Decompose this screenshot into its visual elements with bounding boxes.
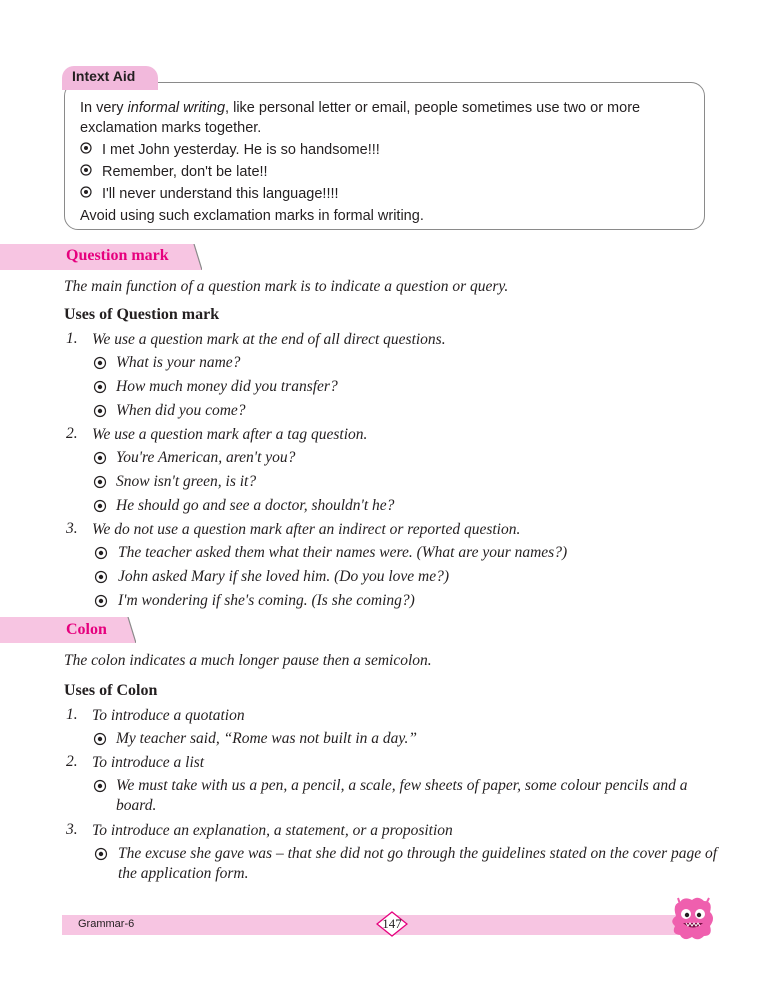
example-text: How much money did you transfer? (116, 378, 338, 395)
intext-aid-example: I'll never understand this language!!!! (80, 184, 339, 204)
target-bullet-icon (80, 162, 102, 182)
example-text: My teacher said, “Rome was not built in a day.” (116, 730, 417, 747)
example-text: The excuse she gave was – that she did not go through the guidelines stated on the cover page of the application form. (118, 845, 718, 882)
example-text: Snow isn't green, is it? (116, 473, 257, 490)
intext-aid-intro: In very informal writing, like personal letter or email, people sometimes use two or more (80, 100, 641, 116)
target-bullet-icon (80, 140, 102, 160)
target-bullet-icon (93, 380, 107, 394)
colon-header-band (0, 617, 126, 643)
target-bullet-icon (93, 499, 107, 513)
use-number: 1. (66, 706, 78, 723)
use-text: To introduce an explanation, a statement, or a proposition (92, 822, 453, 839)
example-text: What is your name? (116, 354, 241, 371)
intext-aid-example: I met John yesterday. He is so handsome!!! (80, 140, 380, 160)
example-text: John asked Mary if she loved him. (Do you love me?) (118, 568, 449, 585)
intext-aid-closing: Avoid using such exclamation marks in formal writing. (80, 208, 424, 224)
example-text: I'm wondering if she's coming. (Is she coming?) (118, 592, 415, 609)
target-bullet-icon (80, 184, 102, 204)
target-bullet-icon (94, 847, 108, 861)
colon-uses-heading: Uses of Colon (64, 682, 158, 699)
footer-book-title: Grammar-6 (78, 918, 135, 930)
use-text: We use a question mark at the end of all direct questions. (92, 331, 446, 348)
use-text: We use a question mark after a tag question. (92, 426, 368, 443)
target-bullet-icon (93, 779, 107, 793)
target-bullet-icon (94, 570, 108, 584)
target-bullet-icon (93, 451, 107, 465)
target-bullet-icon (93, 475, 107, 489)
target-bullet-icon (94, 546, 108, 560)
example-text: You're American, aren't you? (116, 449, 296, 466)
intext-aid-example: Remember, don't be late!! (80, 162, 268, 182)
target-bullet-icon (94, 594, 108, 608)
use-text: To introduce a list (92, 754, 205, 771)
footer-band (62, 915, 682, 935)
use-text: We do not use a question mark after an indirect or reported question. (92, 521, 521, 538)
target-bullet-icon (93, 404, 107, 418)
use-number: 3. (66, 520, 78, 537)
example-text: When did you come? (116, 402, 246, 419)
use-number: 3. (66, 821, 78, 838)
page-number: 147 (382, 916, 402, 931)
colon-definition: The colon indicates a much longer pause then a semicolon. (64, 652, 432, 669)
question-mark-uses-heading: Uses of Question mark (64, 306, 220, 323)
target-bullet-icon (93, 356, 107, 370)
target-bullet-icon (93, 732, 107, 746)
use-number: 1. (66, 330, 78, 347)
example-text: He should go and see a doctor, shouldn't he? (116, 497, 395, 514)
use-text: To introduce a quotation (92, 707, 245, 724)
pink-monster-mascot-icon (666, 896, 720, 942)
question-mark-definition: The main function of a question mark is to indicate a question or query. (64, 278, 509, 295)
use-number: 2. (66, 753, 78, 770)
example-text: We must take with us a pen, a pencil, a scale, few sheets of paper, some colour pencils and a board. (116, 777, 688, 814)
example-text: The teacher asked them what their names were. (What are your names?) (118, 544, 568, 561)
use-number: 2. (66, 425, 78, 442)
colon-title: Colon (66, 621, 107, 638)
intext-aid-intro-line2: exclamation marks together. (80, 120, 262, 136)
question-mark-title: Question mark (66, 247, 169, 264)
intext-aid-title: Intext Aid (72, 68, 136, 84)
